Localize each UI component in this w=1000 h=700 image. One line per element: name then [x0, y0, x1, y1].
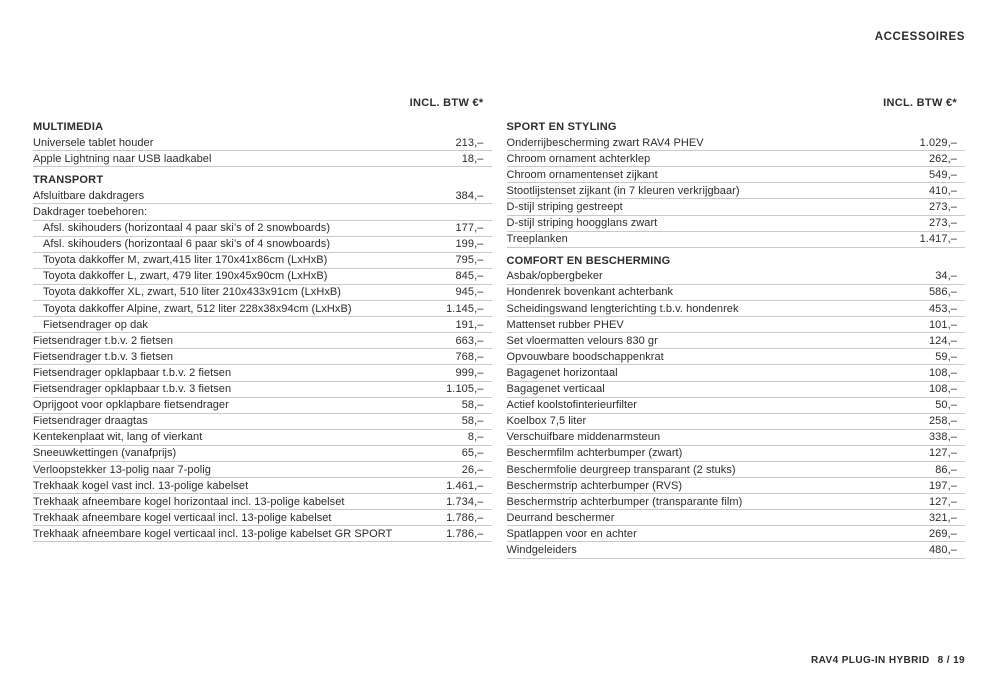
item-price: 663,– — [455, 334, 484, 347]
item-label: Afsl. skihouders (horizontaal 6 paar ski’s of 4 snowboards) — [43, 238, 331, 251]
table-row — [507, 183, 966, 199]
table-row — [507, 398, 966, 414]
item-label: Afsl. skihouders (horizontaal 4 paar ski’s of 2 snowboards) — [43, 222, 331, 235]
table-row — [507, 349, 966, 365]
item-price: 273,– — [928, 217, 957, 230]
item-label: Toyota dakkoffer XL, zwart, 510 liter 210x433x91cm (LxHxB) — [43, 286, 342, 299]
item-label: Oprijgoot voor opklapbare fietsendrager — [33, 399, 229, 412]
table-row — [33, 430, 492, 446]
table-row — [33, 135, 492, 151]
price-column-header: INCL. BTW €* — [409, 97, 484, 109]
item-label: Windgeleiders — [506, 543, 577, 556]
item-label: Beschermfilm achterbumper (zwart) — [506, 447, 683, 460]
item-price: 338,– — [928, 431, 957, 444]
item-label: Trekhaak afneembare kogel verticaal incl. 13-polige kabelset — [33, 511, 332, 524]
item-label: Fietsendrager opklapbaar t.b.v. 2 fietsen — [33, 366, 232, 379]
item-label: Universele tablet houder — [33, 136, 154, 149]
item-price: 199,– — [455, 238, 484, 251]
item-label: Verloopstekker 13-polig naar 7-polig — [33, 463, 211, 476]
section-title: TRANSPORT — [33, 174, 104, 187]
table-row — [507, 542, 966, 558]
item-label: Koelbox 7,5 liter — [506, 415, 587, 428]
item-price: 845,– — [455, 270, 484, 283]
table-row — [507, 333, 966, 349]
table-row — [33, 478, 492, 494]
item-price: 795,– — [455, 254, 484, 267]
table-row — [33, 333, 492, 349]
table-row — [33, 221, 492, 237]
table-row — [507, 285, 966, 301]
table-row — [507, 526, 966, 542]
accessory-section — [507, 253, 966, 559]
table-row — [507, 167, 966, 183]
item-label: Kentekenplaat wit, lang of vierkant — [33, 431, 203, 444]
item-label: Chroom ornamentenset zijkant — [506, 168, 658, 181]
section-title: MULTIMEDIA — [33, 121, 104, 133]
item-label: Onderrijbescherming zwart RAV4 PHEV — [506, 136, 704, 149]
table-row — [33, 446, 492, 462]
table-row — [33, 237, 492, 253]
table-row — [33, 269, 492, 285]
item-price: 191,– — [455, 318, 484, 331]
table-row — [33, 285, 492, 301]
footer-page-number: 8 / 19 — [937, 655, 965, 666]
item-label: Scheidingswand lengterichting t.b.v. hondenrek — [506, 302, 739, 315]
left-column — [33, 95, 492, 559]
item-price: 127,– — [928, 495, 957, 508]
item-price: 127,– — [928, 447, 957, 460]
table-row — [33, 188, 492, 204]
item-label: Asbak/opbergbeker — [506, 270, 603, 283]
table-row — [33, 494, 492, 510]
item-price: 26,– — [461, 463, 484, 476]
item-price: 197,– — [928, 479, 957, 492]
table-row — [507, 382, 966, 398]
table-row — [507, 301, 966, 317]
item-label: Actief koolstofinterieurfilter — [506, 399, 637, 412]
item-label: Toyota dakkoffer L, zwart, 479 liter 190x45x90cm (LxHxB) — [43, 270, 328, 283]
item-price: 1.734,– — [446, 495, 484, 508]
item-price: 945,– — [455, 286, 484, 299]
section-title: SPORT EN STYLING — [506, 121, 617, 133]
item-label: Fietsendrager draagtas — [33, 415, 148, 428]
item-label: Beschermstrip achterbumper (RVS) — [506, 479, 683, 492]
item-label: Dakdrager toebehoren: — [33, 206, 148, 219]
accessory-section — [33, 119, 492, 167]
item-label: Trekhaak kogel vast incl. 13-polige kabelset — [33, 479, 249, 492]
table-row — [33, 253, 492, 269]
item-price: 101,– — [928, 318, 957, 331]
item-label: Deurrand beschermer — [506, 511, 615, 524]
item-price: 18,– — [461, 152, 484, 165]
item-label: Opvouwbare boodschappenkrat — [506, 350, 664, 363]
item-price: 108,– — [928, 366, 957, 379]
table-row — [507, 430, 966, 446]
page-title: ACCESSOIRES — [874, 31, 965, 43]
item-price: 8,– — [467, 431, 484, 444]
table-row — [33, 398, 492, 414]
table-row — [33, 204, 492, 220]
item-price: 768,– — [455, 350, 484, 363]
item-price: 586,– — [928, 286, 957, 299]
table-row — [507, 446, 966, 462]
item-price: 258,– — [928, 415, 957, 428]
item-price: 269,– — [928, 527, 957, 540]
item-price: 453,– — [928, 302, 957, 315]
accessories-price-table — [33, 95, 965, 559]
table-row — [507, 462, 966, 478]
item-price: 213,– — [455, 136, 484, 149]
item-label: Spatlappen voor en achter — [506, 527, 637, 540]
table-row — [507, 510, 966, 526]
item-label: Stootlijstenset zijkant (in 7 kleuren verkrijgbaar) — [506, 184, 740, 197]
item-label: Fietsendrager op dak — [43, 318, 148, 331]
item-label: Chroom ornament achterklep — [506, 152, 651, 165]
item-label: Trekhaak afneembare kogel horizontaal incl. 13-polige kabelset — [33, 495, 345, 508]
accessory-section — [507, 119, 966, 248]
item-label: Hondenrek bovenkant achterbank — [506, 286, 674, 299]
table-row — [507, 232, 966, 248]
item-label: Beschermstrip achterbumper (transparante film) — [506, 495, 743, 508]
accessory-section — [33, 172, 492, 542]
table-row — [33, 462, 492, 478]
item-price: 86,– — [935, 463, 957, 476]
table-row — [33, 349, 492, 365]
item-price: 58,– — [461, 399, 484, 412]
table-row — [507, 478, 966, 494]
item-label: Beschermfolie deurgreep transparant (2 stuks) — [506, 463, 736, 476]
table-row — [507, 414, 966, 430]
table-row — [507, 151, 966, 167]
table-row — [507, 317, 966, 333]
item-label: D-stijl striping hoogglans zwart — [506, 217, 658, 230]
item-price: 1.105,– — [446, 383, 484, 396]
item-price: 177,– — [455, 222, 484, 235]
table-row — [33, 365, 492, 381]
item-price: 262,– — [928, 152, 957, 165]
item-label: D-stijl striping gestreept — [506, 201, 623, 214]
item-label: Fietsendrager t.b.v. 2 fietsen — [33, 334, 174, 347]
right-column — [507, 95, 966, 559]
item-label: Verschuifbare middenarmsteun — [506, 431, 661, 444]
table-row — [33, 301, 492, 317]
item-price: 65,– — [461, 447, 484, 460]
item-price: 58,– — [461, 415, 484, 428]
item-price: 1.786,– — [446, 511, 484, 524]
item-price: 1.029,– — [919, 136, 957, 149]
item-price: 321,– — [928, 511, 957, 524]
item-label: Apple Lightning naar USB laadkabel — [33, 152, 212, 165]
item-label: Bagagenet verticaal — [506, 383, 605, 396]
table-row — [33, 151, 492, 167]
page-footer — [811, 655, 965, 666]
item-price: 59,– — [935, 350, 957, 363]
table-row — [33, 414, 492, 430]
table-row — [507, 216, 966, 232]
item-label: Afsluitbare dakdragers — [33, 189, 145, 202]
item-label: Fietsendrager opklapbaar t.b.v. 3 fietsen — [33, 383, 232, 396]
item-price: 410,– — [928, 184, 957, 197]
item-price: 34,– — [935, 270, 957, 283]
table-row — [33, 317, 492, 333]
item-price: 549,– — [928, 168, 957, 181]
item-price: 1.461,– — [446, 479, 484, 492]
item-price: 384,– — [455, 189, 484, 202]
item-price: 999,– — [455, 366, 484, 379]
item-price: 1.145,– — [446, 302, 484, 315]
table-row — [33, 526, 492, 542]
item-label: Set vloermatten velours 830 gr — [506, 334, 658, 347]
item-price: 273,– — [928, 201, 957, 214]
table-row — [507, 494, 966, 510]
footer-model-name: RAV4 PLUG-IN HYBRID — [811, 655, 930, 666]
price-column-header: INCL. BTW €* — [883, 97, 957, 109]
item-price: 480,– — [928, 543, 957, 556]
item-label: Trekhaak afneembare kogel verticaal incl. 13-polige kabelset GR SPORT — [33, 527, 393, 540]
item-label: Mattenset rubber PHEV — [506, 318, 624, 331]
table-row — [507, 135, 966, 151]
item-label: Bagagenet horizontaal — [506, 366, 618, 379]
table-row — [507, 199, 966, 215]
item-price: 1.417,– — [919, 233, 957, 246]
item-price: 50,– — [935, 399, 957, 412]
item-label: Toyota dakkoffer M, zwart,415 liter 170x41x86cm (LxHxB) — [43, 254, 328, 267]
section-title: COMFORT EN BESCHERMING — [506, 254, 671, 267]
table-row — [507, 365, 966, 381]
item-label: Sneeuwkettingen (vanafprijs) — [33, 447, 177, 460]
table-row — [33, 510, 492, 526]
item-label: Fietsendrager t.b.v. 3 fietsen — [33, 350, 174, 363]
item-price: 124,– — [928, 334, 957, 347]
item-label: Toyota dakkoffer Alpine, zwart, 512 liter 228x38x94cm (LxHxB) — [43, 302, 352, 315]
table-row — [507, 269, 966, 285]
table-row — [33, 382, 492, 398]
item-price: 1.786,– — [446, 527, 484, 540]
item-price: 108,– — [928, 383, 957, 396]
item-label: Treeplanken — [506, 233, 568, 246]
